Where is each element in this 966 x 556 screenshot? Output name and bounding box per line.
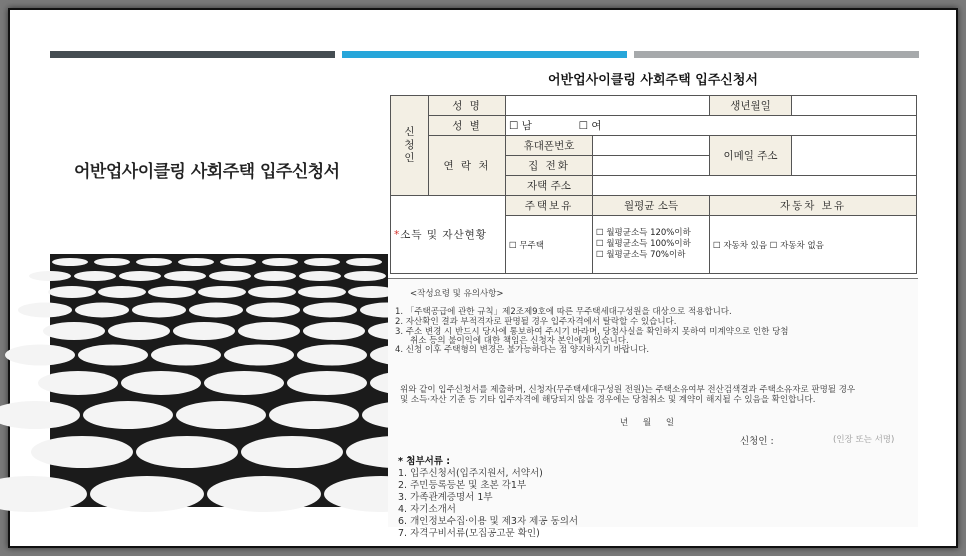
car-no-checkbox[interactable]: ☐ 자동차 없음	[769, 240, 824, 251]
email-field[interactable]	[792, 136, 917, 176]
home-address-label: 자택 주소	[506, 176, 593, 196]
note-item: 2. 자산확인 결과 부적격자로 판명될 경우 입주자격에서 탈락할 수 있습니다.	[395, 317, 677, 327]
application-form-table	[390, 95, 917, 274]
income-option-100[interactable]: ☐ 월평균소득 100%이하	[596, 239, 691, 249]
declaration-text: 위와 같이 입주신청서를 제출하며, 신청자(무주택세대구성원 전원)는 주택소유여부 전산검색결과 주택소유자로 판명될 경우	[400, 385, 856, 395]
slide-title: 어반업사이클링 사회주택 입주신청서	[74, 162, 340, 182]
attachment-item: 6. 개인정보수집·이용 및 제3자 제공 동의서	[398, 516, 579, 527]
monthly-income-options	[593, 216, 710, 274]
name-field[interactable]	[506, 96, 710, 116]
decorative-ellipse-pattern-image	[50, 254, 400, 507]
income-option-120[interactable]: ☐ 월평균소득 120%이하	[596, 228, 691, 238]
attachment-item: 3. 가족관계증명서 1부	[398, 492, 493, 503]
slide-frame	[8, 8, 958, 548]
name-label: 성 명	[429, 96, 506, 116]
car-ownership-options	[710, 216, 917, 274]
notes-section	[388, 278, 918, 539]
contact-label: 연 락 처	[429, 136, 506, 196]
notes-heading: <작성요령 및 유의사항>	[410, 289, 504, 299]
email-label: 이메일 주소	[710, 136, 792, 176]
form-title: 어반업사이클링 사회주택 입주신청서	[548, 73, 758, 88]
note-item: 1. 「주택공급에 관한 규칙」제2조제9호에 따른 무주택세대구성원을 대상으로 적용합니다.	[395, 307, 732, 317]
attachment-item: 7. 자격구비서류(모집공고문 확인)	[398, 528, 540, 539]
home-phone-field[interactable]	[593, 156, 710, 176]
declaration-text: 및 소득·자산 기준 등 기타 입주자격에 해당되지 않을 경우에는 당첨취소 및 계약이 해지될 수 있음을 확인합니다.	[400, 395, 816, 405]
applicant-section-label: 신청인	[391, 96, 429, 196]
gender-label: 성 별	[429, 116, 506, 136]
date-line: 년 월 일	[620, 418, 681, 428]
note-item: 3. 주소 변경 시 반드시 당사에 통보하여 주시기 바라며, 당첨사실을 확인하지 못하여 미계약으로 인한 당첨	[395, 327, 789, 337]
birthdate-label: 생년월일	[710, 96, 792, 116]
female-checkbox[interactable]: ☐ 여	[578, 120, 602, 132]
male-checkbox[interactable]: ☐ 남	[509, 120, 532, 132]
monthly-income-header: 월평균 소득	[593, 196, 710, 216]
car-yes-checkbox[interactable]: ☐ 자동차 있음	[713, 240, 768, 251]
income-assets-label: *소득 및 자산현황	[391, 196, 506, 274]
income-option-70[interactable]: ☐ 월평균소득 70%이하	[596, 250, 686, 260]
attachment-item: 1. 입주신청서(입주지원서, 서약서)	[398, 468, 543, 479]
header-bar-gray	[634, 51, 919, 58]
attachment-item: 2. 주민등록등본 및 초본 각1부	[398, 480, 527, 491]
home-address-field[interactable]	[593, 176, 917, 196]
header-bar-blue	[342, 51, 627, 58]
birthdate-field[interactable]	[792, 96, 917, 116]
mobile-label: 휴대폰번호	[506, 136, 593, 156]
attachment-item: 4. 자기소개서	[398, 504, 456, 515]
home-phone-label: 집 전화	[506, 156, 593, 176]
seal-or-signature-hint: (인장 또는 서명)	[833, 435, 895, 445]
signer-label: 신청인 :	[740, 436, 774, 447]
header-bar-dark	[50, 51, 335, 58]
application-form-document	[388, 65, 918, 539]
housing-ownership-header: 주택보유	[506, 196, 593, 216]
gender-options	[506, 116, 917, 136]
note-item: 취소 등의 불이익에 대한 책임은 신청자 본인에게 있습니다.	[410, 336, 629, 346]
mobile-field[interactable]	[593, 136, 710, 156]
housing-ownership-option[interactable]: ☐ 무주택	[506, 216, 593, 274]
note-item: 4. 신청 이후 주택형의 변경은 불가능하다는 점 양지하시기 바랍니다.	[395, 345, 650, 355]
attachments-heading: * 첨부서류 :	[398, 456, 451, 467]
car-ownership-header: 자동차 보유	[710, 196, 917, 216]
